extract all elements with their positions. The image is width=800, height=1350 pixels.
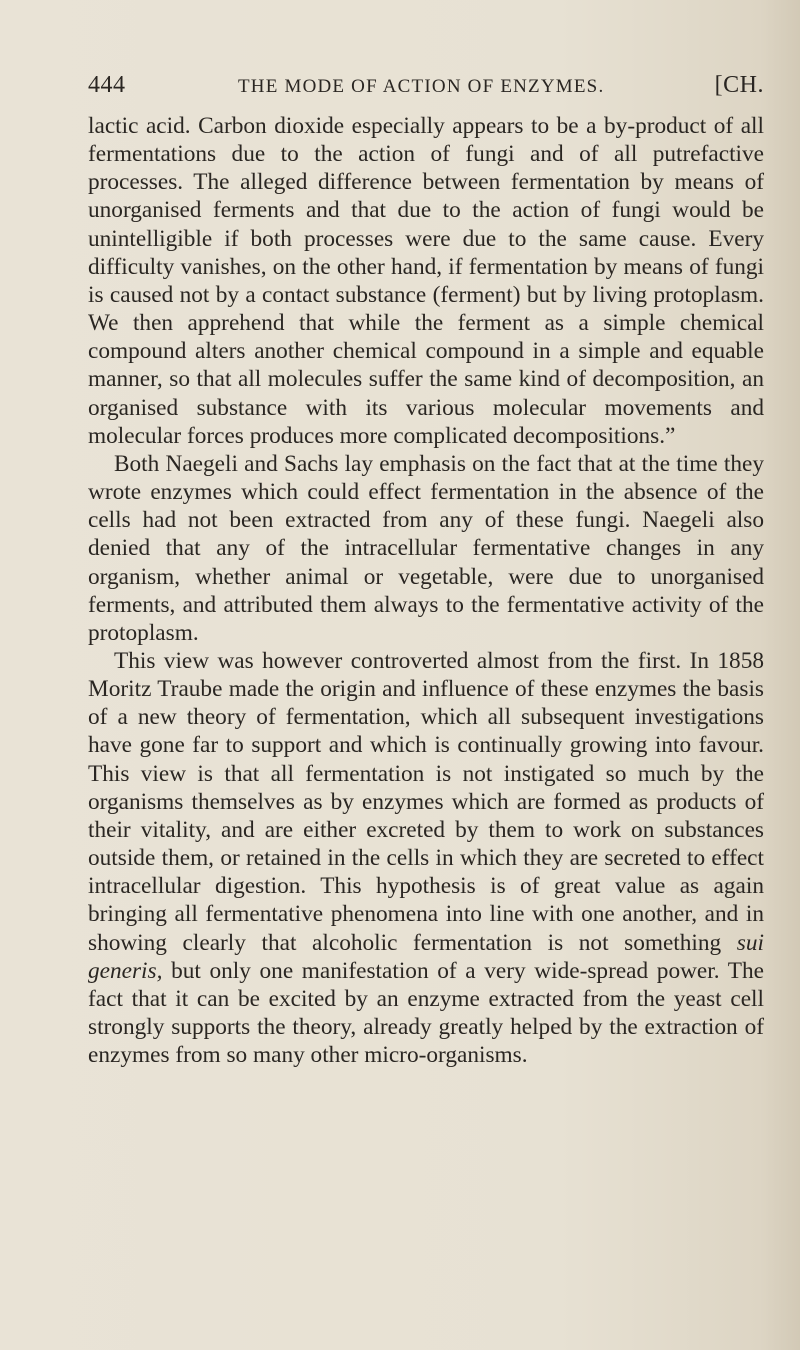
body-text — [88, 112, 764, 1069]
chapter-mark: [CH. — [714, 72, 764, 98]
italic-phrase: sui generis, — [88, 929, 764, 984]
paragraph-continuation: lactic acid. Carbon dioxide especially appears to be a by-product of all fermentations due to the action of fungi and of all putrefactive processes. The alleged difference between fermentation by means of unorganised ferments and that due to the action of fungi would be unintelligible if both processes were due to the same cause. Every difficulty vanishes, on the other hand, if fermentation by means of fungi is caused not by a contact substance (ferment) but by living protoplasm. We then apprehend that while the ferment as a simple chemical compound alters another chemical compound in a simple and equable manner, so that all molecules suffer the same kind of decomposition, an organised substance with its various molecular movements and molecular forces produces more complicated decompositions.” — [88, 113, 764, 449]
page-number: 444 — [88, 72, 126, 98]
running-header — [88, 72, 764, 102]
paragraph-naegeli-sachs: Both Naegeli and Sachs lay emphasis on the fact that at the time they wrote enzymes which could effect fermentation in the absence of the cells had not been extracted from any of these fungi. Naegeli also denied that any of the intracellular fermentative changes in any organism, whether animal or vegetable, were due to unorganised ferments, and attributed them always to the fermentative activity of the protoplasm. — [88, 450, 764, 646]
paragraph-traube-theory — [88, 647, 764, 1069]
running-title: THE MODE OF ACTION OF ENZYMES. — [238, 76, 605, 97]
paragraph-text-after-italic: but only one manifestation of a very wide-spread power. The fact that it can be excited by an enzyme extracted from the yeast cell strongly supports the theory, already greatly helped by the extraction of enzymes from so many other micro-organisms. — [88, 957, 764, 1069]
paragraph-text-before-italic: This view was however controverted almost from the first. In 1858 Moritz Traube made the origin and influence of these enzymes the basis of a new theory of fermentation, which all subsequent investigations have gone far to support and which is continually growing into favour. This view is that all fermentation is not instigated so much by the organisms themselves as by enzymes which are formed as products of their vitality, and are either excreted by them to work on substances outside them, or retained in the cells in which they are secreted to effect intracellular digestion. This hypothesis is of great value as again bringing all fermentative phenomena into line with one another, and in showing clearly that alcoholic fermentation is not something — [88, 647, 764, 956]
